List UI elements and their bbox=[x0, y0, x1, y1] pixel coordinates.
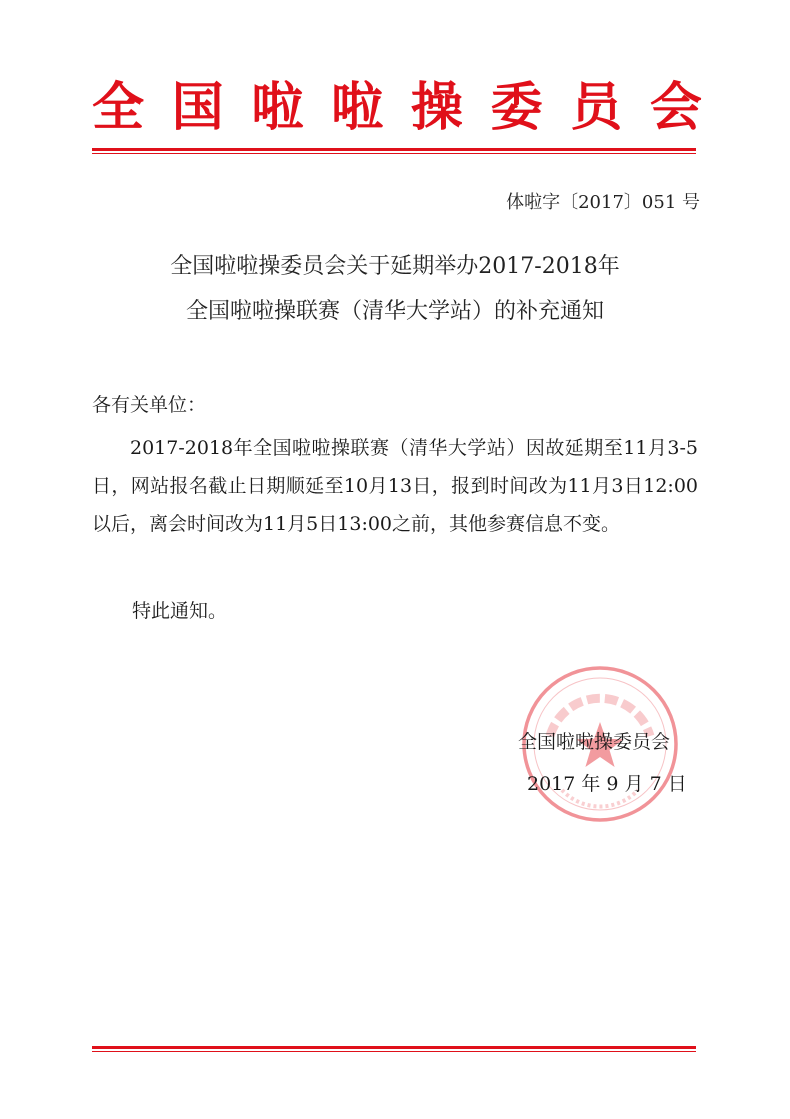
header-divider bbox=[92, 148, 696, 154]
letterhead-char: 委 bbox=[490, 78, 543, 138]
salutation: 各有关单位： bbox=[92, 394, 207, 416]
letterhead-char: 全 bbox=[92, 78, 145, 138]
signing-date: 2017 年 9 月 7 日 bbox=[527, 773, 687, 795]
letterhead-char: 啦 bbox=[251, 78, 304, 138]
letterhead-char: 国 bbox=[171, 78, 224, 138]
letterhead-char: 会 bbox=[649, 78, 702, 138]
signing-organization: 全国啦啦操委员会 bbox=[518, 731, 671, 753]
letterhead-char: 员 bbox=[570, 78, 623, 138]
document-number: 体啦字〔2017〕051 号 bbox=[506, 192, 700, 213]
letterhead-title bbox=[92, 78, 702, 138]
letterhead-char: 操 bbox=[410, 78, 463, 138]
letterhead-char: 啦 bbox=[331, 78, 384, 138]
notice-title-line-1: 全国啦啦操委员会关于延期举办2017-2018年 bbox=[170, 254, 620, 279]
footer-divider bbox=[92, 1046, 696, 1052]
notice-title-line-2: 全国啦啦操联赛（清华大学站）的补充通知 bbox=[185, 299, 604, 324]
notice-body: 2017-2018年全国啦啦操联赛（清华大学站）因故延期至11月3-5日，网站报名截止日期顺延至10月13日，报到时间改为11月3日12:00以后，离会时间改为11月5日13:00之前，其他参赛信息不变。 bbox=[92, 437, 698, 535]
closing-remark: 特此通知。 bbox=[132, 600, 228, 622]
